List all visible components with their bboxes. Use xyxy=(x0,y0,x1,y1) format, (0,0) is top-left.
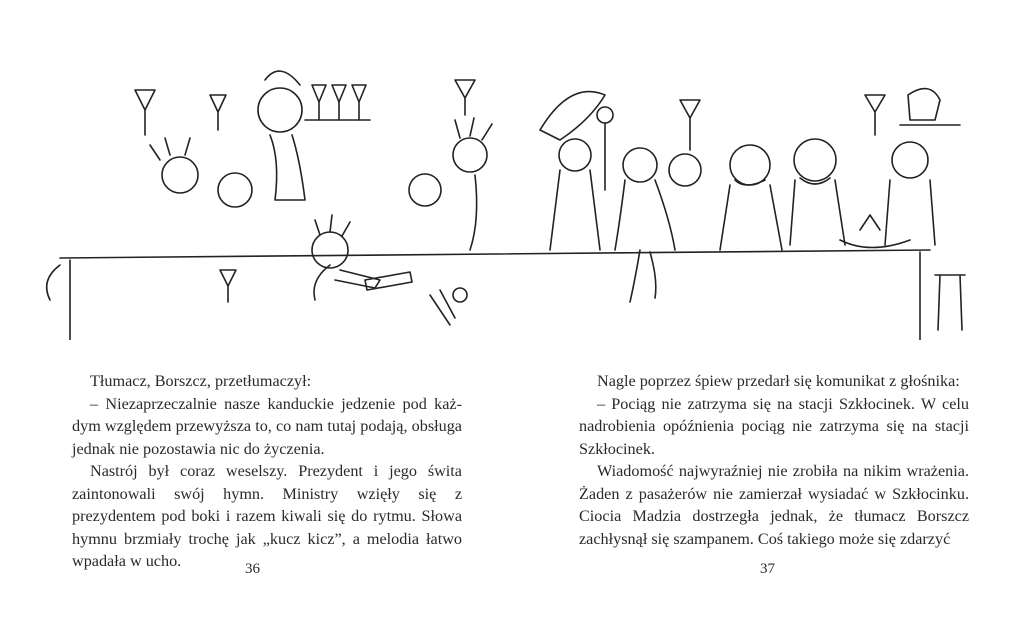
left-page-number: 36 xyxy=(245,561,260,577)
table-edge xyxy=(60,250,930,258)
right-paragraph: – Pociąg nie zatrzyma się na stacji Szkłocinek. W celu nadrobienia opóźnienia pociąg nie zatrzyma się na stacji Szkłocinek. xyxy=(579,394,969,458)
party-illustration xyxy=(30,40,990,340)
right-paragraph: Wiadomość najwyraźniej nie zrobiła na nikim wrażenia. Żaden z pasażerów nie zamierzał wysiadać w Szkłocinku. Ciocia Madzia dostrzegła jednak, że tłumacz Borszcz zachłysnął się szampanem. Coś takiego może się zdarzyć xyxy=(579,462,969,548)
left-page-text xyxy=(72,370,462,573)
left-paragraph: Nastrój był coraz weselszy. Prezydent i jego świta zaintonowali swój hymn. Ministry wzięły się z prezydentem pod boki i razem kiwali się do rytmu. Słowa hymnu brzmiały trochę jak „kucz kicz”, a melodia łatwo wpadała w ucho. xyxy=(72,462,462,570)
right-page-number: 37 xyxy=(760,561,775,577)
right-page-text xyxy=(579,370,969,550)
left-paragraph: Tłumacz, Borszcz, przetłumaczył: xyxy=(90,372,312,390)
right-paragraph: Nagle poprzez śpiew przedarł się komunikat z głośnika: xyxy=(597,372,960,390)
left-paragraph: – Niezaprzeczalnie nasze kanduckie jedzenie pod każdym względem przewyższa to, co nam tutaj podają, obsługa jednak nie pozostawia nic do życzenia. xyxy=(72,394,462,458)
